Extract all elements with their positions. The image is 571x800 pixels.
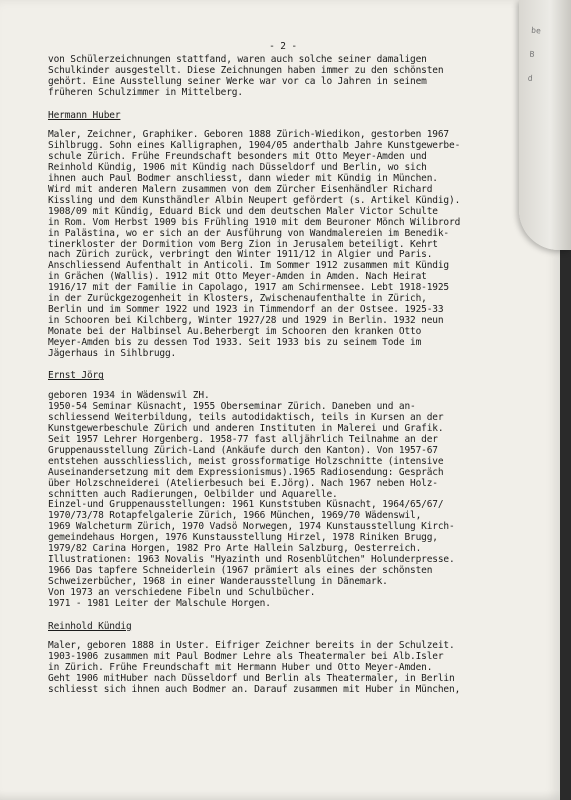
biography-section	[48, 610, 558, 696]
folded-page-corner	[519, 0, 571, 250]
intro-paragraph	[48, 55, 558, 99]
text-line: schliesst sich ihnen auch Bodmer an. Darauf zusammen mit Huber in München,	[48, 684, 461, 696]
section-heading: Reinhold Kündig	[48, 620, 132, 632]
text-line: nach Zürich zurück, verbringt den Winter 1911/12 in Algier und Paris.	[48, 249, 433, 261]
text-line: in Rom. Vom Herbst 1909 bis Frühling 1910 mit dem Beuroner Mönch Wilibrord	[48, 216, 461, 228]
text-line: 1979/82 Carina Horgen, 1982 Pro Arte Hallein Salzburg, Oesterreich.	[48, 543, 422, 555]
corner-text-line: B	[529, 49, 535, 60]
text-line: 1903-1906 zusammen mit Paul Bodmer Lehre als Theatermaler bei Alb.Isler	[48, 651, 444, 663]
text-line: früheren Schulzimmer in Mittelberg.	[48, 86, 243, 98]
page-shadow	[0, 790, 560, 800]
text-line: schnitten auch Radierungen, Oelbilder und Aquarelle.	[48, 488, 338, 500]
text-line: Seit 1957 Lehrer Horgenberg. 1958-77 fast alljährlich Teilnahme an der	[48, 434, 438, 445]
text-line: schule Zürich. Frühe Freundschaft besonders mit Otto Meyer-Amden und	[48, 151, 427, 163]
text-line: geboren 1934 in Wädenswil ZH.	[48, 390, 210, 402]
text-line: Geht 1906 mitHuber nach Düsseldorf und Berlin als Theatermaler, in Berlin	[48, 673, 455, 685]
text-line: Jägerhaus in Sihlbrugg.	[48, 347, 177, 359]
page-number: - 2 -	[269, 41, 297, 52]
text-line: 1969 Walcheturm Zürich, 1970 Vadsö Norwegen, 1974 Kunstausstellung Kirch-	[48, 521, 455, 533]
text-line: 1970/73/78 Rotapfelgalerie Zürich, 1966 München, 1969/70 Wädenswil,	[48, 510, 422, 522]
biography-sections	[48, 99, 558, 696]
text-line: gemeindehaus Horgen, 1976 Kunstausstellung Hirzel, 1978 Riniken Brugg,	[48, 532, 438, 544]
document-body	[48, 42, 558, 696]
text-line: in Zürich. Frühe Freundschaft mit Hermann Huber und Otto Meyer-Amden.	[48, 662, 433, 674]
text-line: Gruppenausstellung Zürich-Land (Ankäufe durch den Kanton). Von 1957-67	[48, 444, 438, 456]
biography-section	[48, 359, 558, 609]
text-line: Auseinandersetzung mit dem Expressionismus).1965 Radiosendung: Gespräch	[48, 466, 444, 478]
text-line: Schweizerbücher, 1968 in einer Wanderausstellung in Dänemark.	[48, 575, 388, 587]
text-line: Illustrationen: 1963 Novalis "Hyazinth und Rosenblütchen" Holunderpresse.	[48, 553, 455, 565]
text-line: Von 1973 an verschiedene Fibeln und Schulbücher.	[48, 586, 316, 598]
text-line: in Grächen (Wallis). 1912 mit Otto Meyer-Amden in Amden. Nach Heirat	[48, 271, 427, 283]
text-line: Anschliessend Aufenthalt in Anticoli. Im Sommer 1912 zusammen mit Kündig	[48, 260, 450, 272]
text-line: Reinhold Kündig, 1906 mit Kündig nach Düsseldorf und Berlin, wo sich	[48, 162, 427, 174]
text-line: Berlin und im Sommer 1922 und 1923 in Timmendorf an der Ostsee. 1925-33	[48, 303, 444, 315]
text-line: tinerkloster der Dormition vom Berg Zion in Jerusalem beteiligt. Kehrt	[48, 238, 438, 250]
text-line: entstehen ausschliesslich, meist grossformatige Holzschnitte (intensive	[48, 455, 444, 467]
section-heading: Hermann Huber	[48, 109, 121, 121]
text-line: Monate bei der Halbinsel Au.Beherbergt im Schooren den kranken Otto	[48, 325, 422, 337]
text-line: in Palästina, wo er sich an der Ausführung von Wandmalereien im Benedik-	[48, 227, 450, 239]
text-line: Wird mit anderen Malern zusammen von dem Zürcher Eisenhändler Richard	[48, 183, 433, 195]
text-line: schliessend Weiterbildung, teils autodidaktisch, teils in Kursen an der	[48, 412, 444, 424]
text-line: Maler, Zeichner, Graphiker. Geboren 1888 Zürich-Wiedikon, gestorben 1967	[48, 129, 450, 141]
text-line: 1971 - 1981 Leiter der Malschule Horgen.	[48, 597, 271, 609]
section-heading: Ernst Jörg	[48, 370, 104, 382]
text-line: 1950-54 Seminar Küsnacht, 1955 Oberseminar Zürich. Daneben und an-	[48, 401, 416, 413]
corner-text-line: d	[527, 73, 533, 83]
text-line: 1916/17 mit der Familie in Capolago, 1917 am Schirmensee. Lebt 1918-1925	[48, 282, 450, 294]
text-line: 1908/09 mit Kündig, Eduard Bick und dem deutschen Maler Victor Schulte	[48, 205, 438, 217]
text-line: Kunstgewerbeschule Zürich und anderen Instituten in Malerei und Grafik.	[48, 423, 444, 435]
text-line: ihnen auch Paul Bodmer anschliesst, dann wieder mit Kündig in München.	[48, 173, 438, 185]
corner-text-line: be	[530, 25, 542, 36]
text-line: von Schülerzeichnungen stattfand, waren auch solche seiner damaligen	[48, 53, 427, 65]
corner-text	[527, 26, 542, 98]
text-line: Sihlbrugg. Sohn eines Kalligraphen, 1904/05 anderthalb Jahre Kunstgewerbe-	[48, 140, 461, 152]
text-line: Meyer-Amden bis zu dessen Tod 1933. Seit 1933 bis zu seinem Tode im	[48, 336, 422, 348]
text-line: 1966 Das tapfere Schneiderlein (1967 prämiert als eines der schönsten	[48, 564, 433, 576]
biography-section	[48, 99, 558, 360]
text-line: in Schooren bei Kilchberg, Winter 1927/28 und 1929 in Berlin. 1932 neun	[48, 314, 444, 326]
text-line: in der Zurückgezogenheit in Klosters, Zwischenaufenthalte in Zürich,	[48, 293, 427, 305]
text-line: Schulkinder ausgestellt. Diese Zeichnungen haben immer zu den schönsten	[48, 64, 444, 76]
text-line: Einzel-und Gruppenausstellungen: 1961 Kunststuben Küsnacht, 1964/65/67/	[48, 499, 444, 511]
text-line: über Holzschneiderei (Atelierbesuch bei E.Jörg). Nach 1967 neben Holz-	[48, 477, 438, 489]
text-line: Kissling und dem Kunsthändler Albin Neupert gefördert (s. Artikel Kündig).	[48, 194, 461, 206]
text-line: gehört. Eine Ausstellung seiner Werke war vor ca lo Jahren in seinem	[48, 75, 427, 87]
text-line: Maler, geboren 1888 in Uster. Eifriger Zeichner bereits in der Schulzeit.	[48, 640, 455, 652]
